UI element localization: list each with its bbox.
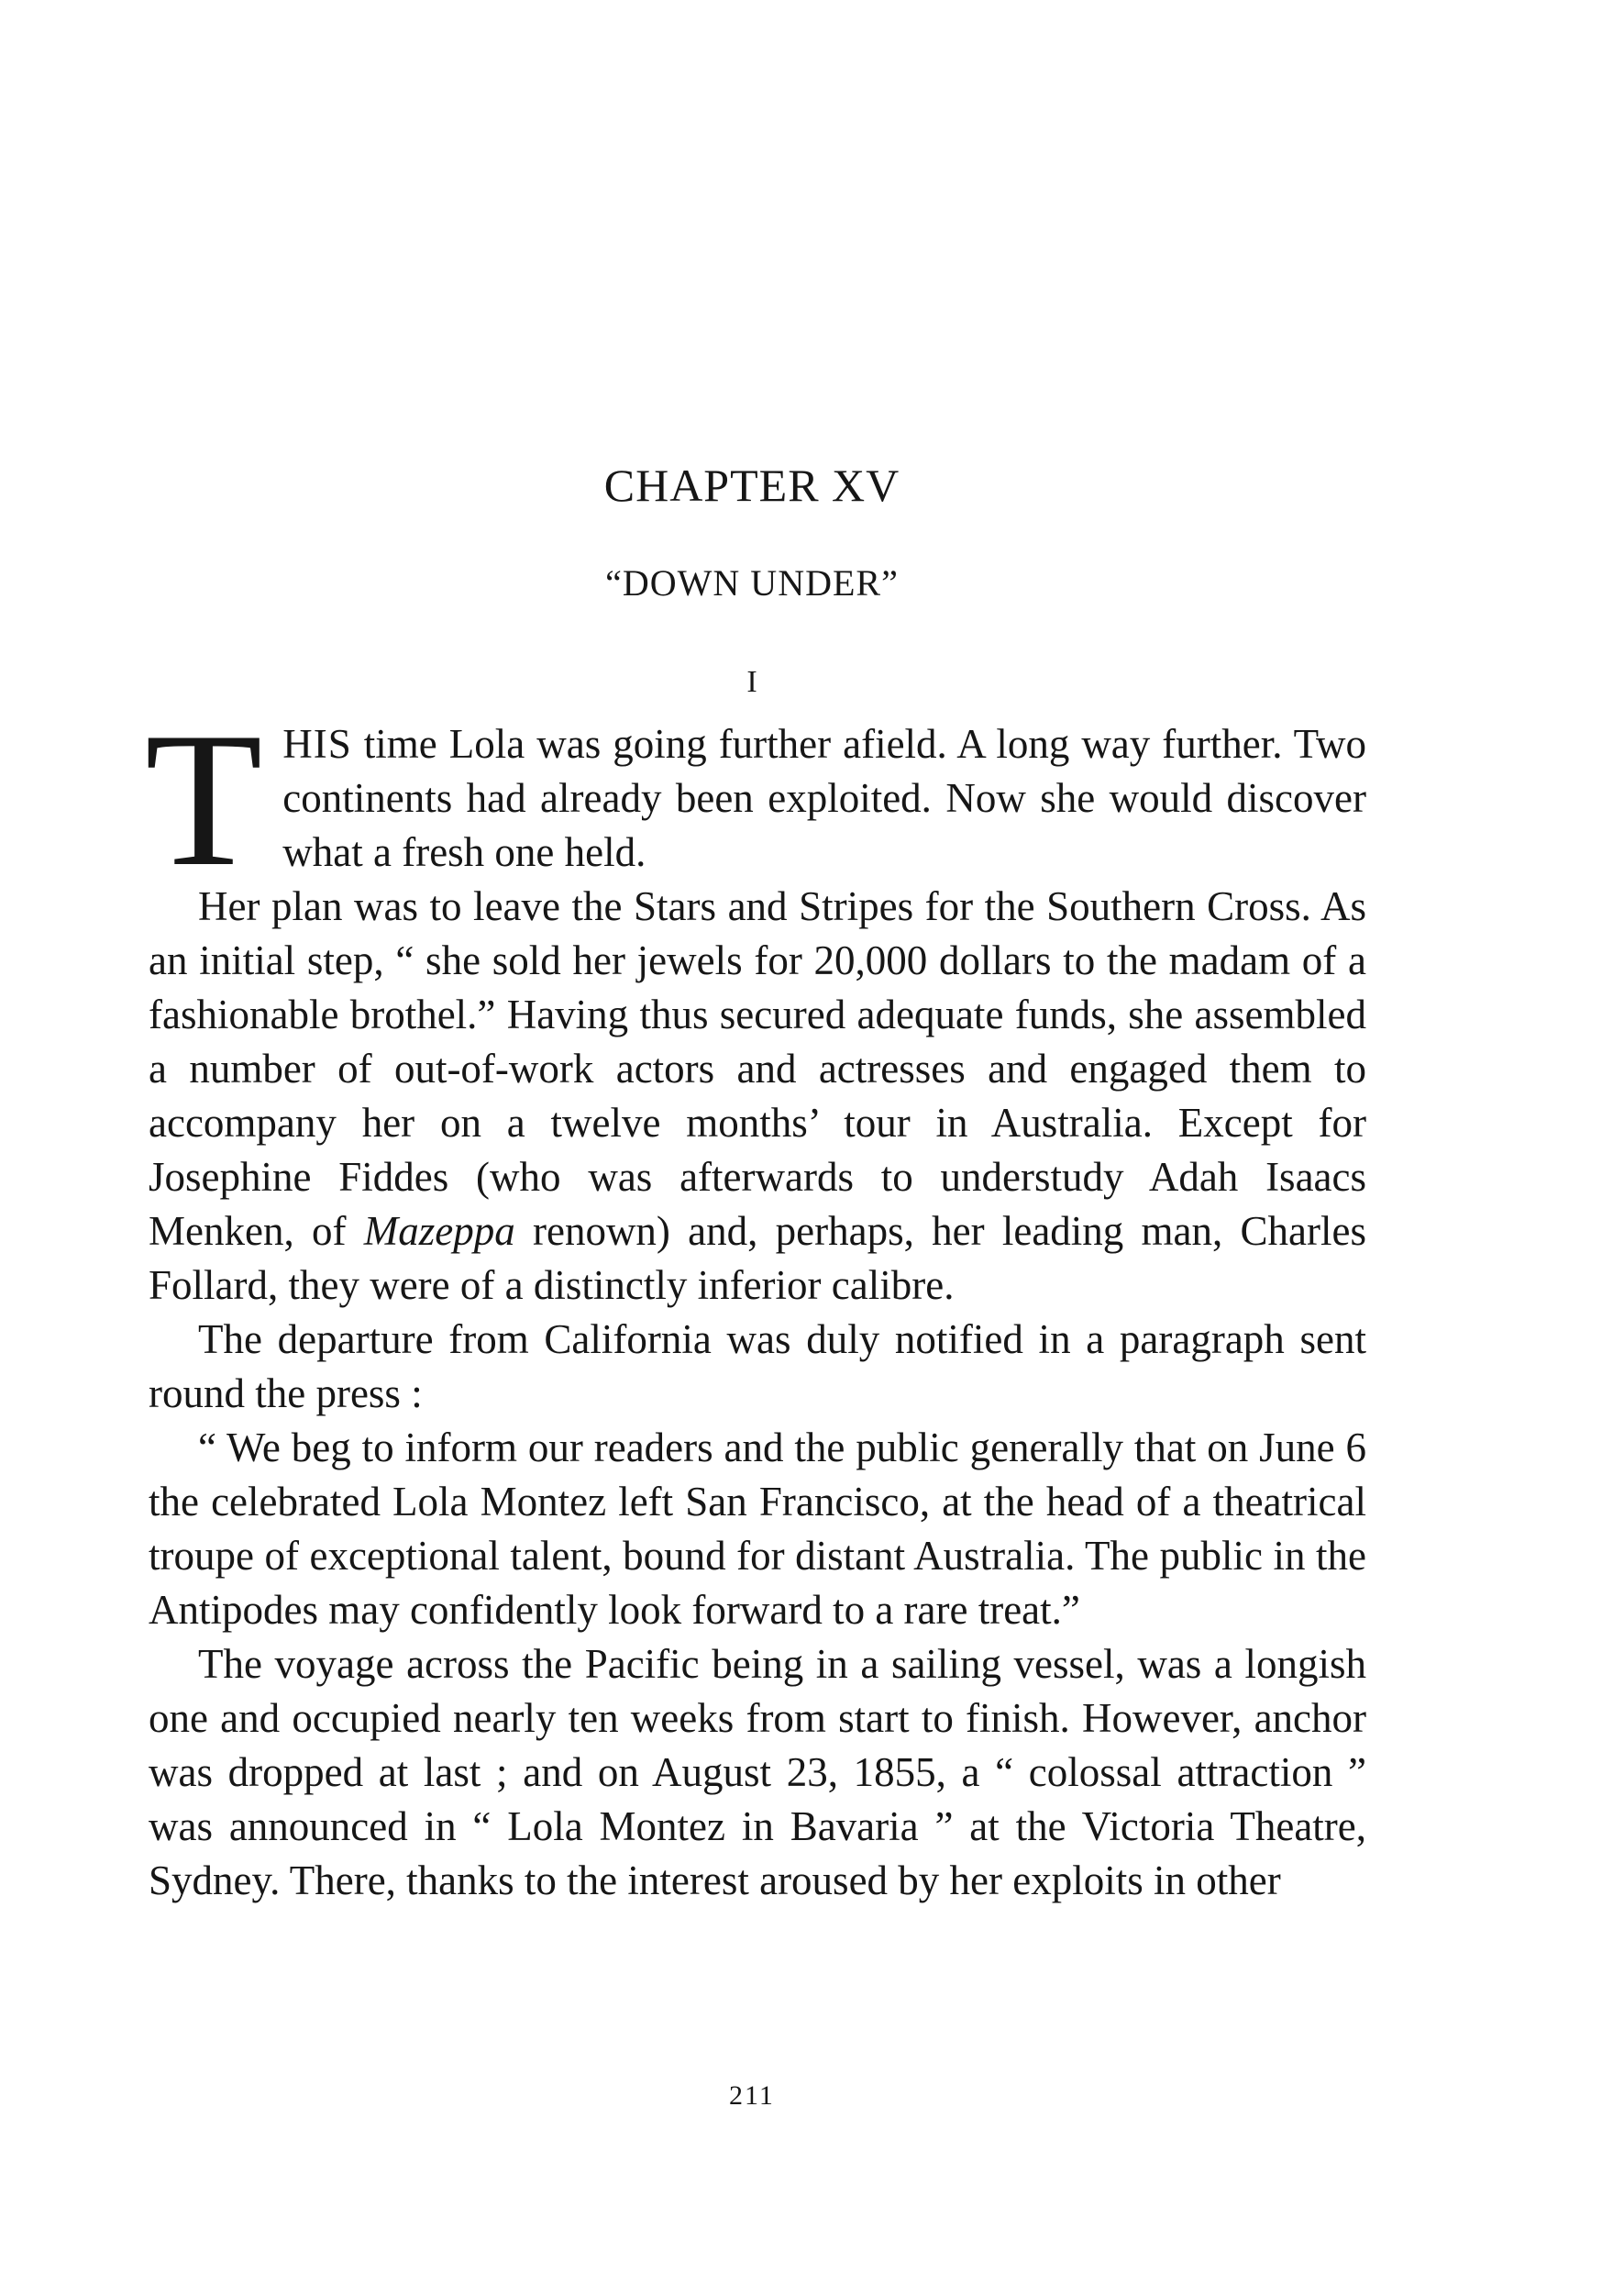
paragraph-1: [145, 693, 1366, 906]
paragraph-1-text: time Lola was going further afield. A long way further. Two continents had already been exploited. Now she would discover what a fresh one held.: [282, 721, 1366, 875]
paragraph-2-end: renown) and, perhaps, her leading man, Charles Follard, they were of a distinctly inferior calibre.: [149, 1208, 1366, 1308]
page-number: 211: [729, 2080, 775, 2111]
paragraph-2-italic: Mazeppa: [363, 1208, 515, 1254]
chapter-title: CHAPTER XV: [603, 460, 900, 511]
paragraph-3: The departure from California was duly notified in a paragraph sent round the press :: [149, 1316, 1366, 1416]
paragraph-5: The voyage across the Pacific being in a sailing vessel, was a longish one and occupied nearly ten weeks from start to finish. However, anchor was dropped at last ; and on August 23, 1855, a “ colossal attraction ” was announced in “ Lola Montez in Bavaria ” at the Victoria Theatre, Sydney. There, thanks to the interest aroused by her exploits in other: [149, 1641, 1366, 1903]
section-number: I: [746, 665, 757, 699]
paragraph-4: “ We beg to inform our readers and the public generally that on June 6 the celebrated Lola Montez left San Francisco, at the head of a theatrical troupe of exceptional talent, bound for distant Australia. The public in the Antipodes may confidently look forward to a rare treat.”: [149, 1425, 1366, 1633]
drop-cap-continuation: HIS: [282, 721, 352, 767]
paragraph-2: [149, 880, 1366, 1313]
chapter-subtitle: “DOWN UNDER”: [605, 562, 899, 604]
paragraph-2-text: Her plan was to leave the Stars and Stripes for the Southern Cross. As an initial step, “ she sold her jewels for 20,000 dollars to the madam of a fashionable brothel.” Having thus secured adequate funds, she assembled a number of out-of-work actors and actresses and engaged them to accompany her on a twelve months’ tour in Australia. Except for Josephine Fiddes (who was afterwards to understudy Adah Isaacs Menken, of: [149, 883, 1366, 1254]
drop-cap: T: [145, 693, 263, 906]
body-text: [145, 693, 1366, 1908]
